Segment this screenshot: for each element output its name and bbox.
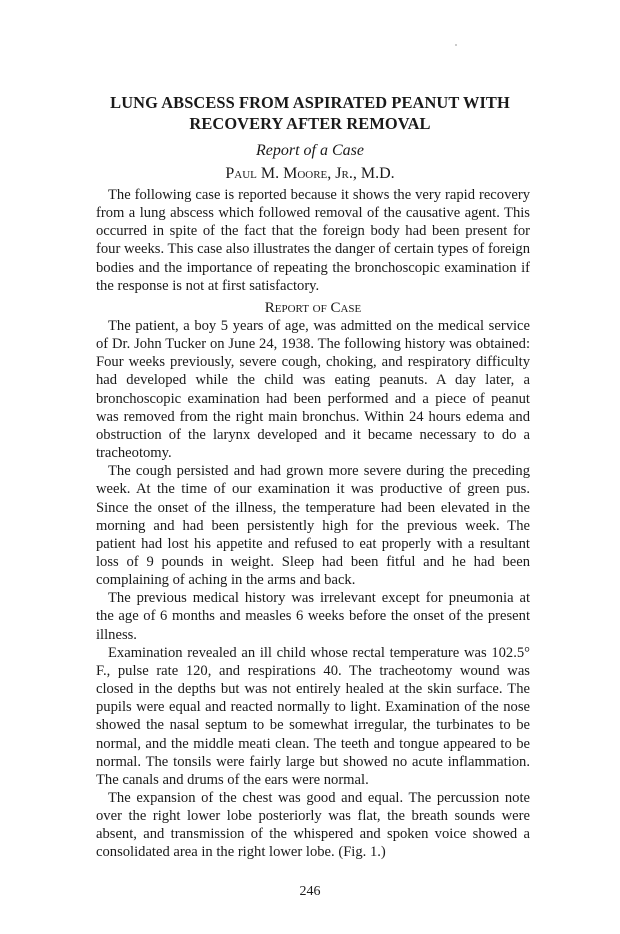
case-paragraph-2: The cough persisted and had grown more severe during the preceding week. At the time of our examination it was productive of green pus. Since the onset of the illness, the temperature had been elevated in the morning and had been persistently high for the previous week. The patient had lost his appetite and refused to eat properly with a resultant loss of 9 pounds in weight. Sleep had been fitful and he had been complaining of aching in the arms and back.: [96, 463, 530, 589]
title-line-1: LUNG ABSCESS FROM ASPIRATED PEANUT WITH: [110, 93, 510, 112]
case-paragraph-4: Examination revealed an ill child whose rectal temperature was 102.5° F., pulse rate 120, and respirations 40. The tracheotomy wound was closed in the depths but was not entirely healed at the skin surface. The pupils were equal and reacted normally to light. Examination of the nose showed the nasal septum to be somewhat irregular, the turbinates to be normal, and the middle meati clean. The teeth and tongue appeared to be normal. The tonsils were fairly large but showed no acute inflammation. The canals and drums of the ears were normal.: [96, 644, 530, 788]
article-title: [0, 92, 620, 134]
case-paragraph-1: The patient, a boy 5 years of age, was admitted on the medical service of Dr. John Tucker on June 24, 1938. The following history was obtained: Four weeks previously, severe cough, choking, and respiratory difficulty had developed while the child was eating peanuts. A day later, a bronchoscopic examination had been performed and a piece of peanut was removed from the right main bronchus. Within 24 hours edema and obstruction of the larynx developed and it became necessary to do a tracheotomy.: [96, 317, 530, 462]
page-number: 246: [299, 884, 321, 899]
article-body: [96, 186, 530, 862]
case-paragraph-3: The previous medical history was irrelevant except for pneumonia at the age of 6 months and measles 6 weeks before the onset of the present illness.: [96, 590, 530, 643]
article-subtitle: Report of a Case: [256, 142, 364, 159]
section-heading: Report of Case: [264, 299, 362, 316]
case-paragraph-5: The expansion of the chest was good and equal. The percussion note over the right lower lobe posteriorly was flat, the breath sounds were absent, and transmission of the whispered and spoken voice showed a consolidated area in the right lower lobe. (Fig. 1.): [96, 790, 530, 861]
title-line-2: RECOVERY AFTER REMOVAL: [189, 114, 431, 133]
intro-paragraph: The following case is reported because it shows the very rapid recovery from a lung abscess which followed removal of the causative agent. This occurred in spite of the fact that the foreign body had been present for four weeks. This case also illustrates the danger of certain types of foreign bodies and the importance of repeating the bronchoscopic examination if the response is not at first satisfactory.: [96, 187, 530, 294]
author-byline: Paul M. Moore, Jr., M.D.: [225, 165, 395, 182]
scan-speck: [455, 44, 457, 46]
